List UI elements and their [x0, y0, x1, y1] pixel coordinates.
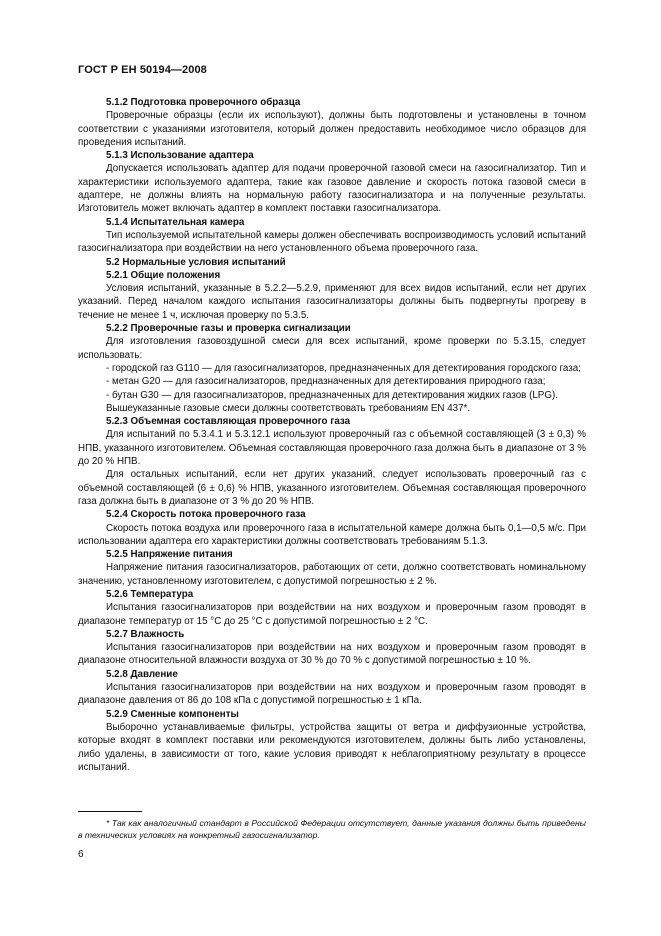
section-heading: 5.1.3 Использование адаптера: [106, 150, 254, 162]
body-paragraph: Условия испытаний, указанные в 5.2.2—5.2.9, применяют для всех видов испытаний, если нет других указаний. Перед началом каждого испытания газосигнализаторы должны быть подвергнуты прогреву в течение не менее 1 ч, исключая проверку по 5.3.5.: [78, 283, 586, 321]
body-paragraph: Вышеуказанные газовые смеси должны соответствовать требованиям EN 437*.: [106, 402, 471, 414]
body-paragraph: Напряжение питания газосигнализаторов, работающих от сети, должно соответствовать номинальному значению, установленному изготовителем, с допустимой погрешностью ± 2 %.: [78, 562, 586, 587]
section-heading: 5.1.2 Подготовка проверочного образца: [106, 97, 301, 108]
section-heading: 5.2.6 Температура: [106, 588, 194, 600]
footnote: * Так как аналогичный стандарт в Российской Федерации отсутствует, данные указания должны быть приведены в технических условиях на конкретный газосигнализатор.: [78, 818, 586, 841]
body-paragraph: Испытания газосигнализаторов при воздействии на них воздухом и проверочным газом проводят в диапазоне относительной влажности воздуха от 30 % до 70 % с допустимой погрешностью ± 10 %.: [78, 642, 586, 667]
section-heading: 5.2.2 Проверочные газы и проверка сигнализации: [106, 323, 351, 335]
section-heading: 5.2 Нормальные условия испытаний: [106, 256, 286, 268]
list-item: - метан G20 — для газосигнализаторов, предназначенных для детектирования природного газа;: [106, 376, 546, 388]
body-paragraph: Проверочные образцы (если их используют), должны быть подготовлены и установлены в точном соответствии с указаниями изготовителя, который должен предоставить необходимое число образцов для проведения испытаний.: [78, 110, 586, 148]
body-paragraph: Испытания газосигнализаторов при воздействии на них воздухом и проверочным газом проводят в диапазоне давления от 86 до 108 кПа с допустимой погрешностью ± 1 кПа.: [78, 682, 586, 707]
page-number: 6: [78, 849, 84, 860]
body-paragraph: Для изготовления газовоздушной смеси для всех испытаний, кроме проверки по 5.3.15, следует использовать:: [78, 336, 586, 361]
section-heading: 5.2.3 Объемная составляющая проверочного газа: [106, 416, 351, 428]
list-item: - бутан G30 — для газосигнализаторов, предназначенных для детектирования жидких газов (LPG).: [106, 389, 558, 401]
body-paragraph: Для остальных испытаний, если нет других указаний, следует использовать проверочный газ с объемной составляющей (6 ± 0,6) % НПВ, указанного изготовителем. Объемная составляющая проверочного газа должна быть в диапазоне от 3 % до 20 % НПВ.: [78, 469, 586, 507]
section-heading: 5.2.1 Общие положения: [106, 269, 221, 281]
section-heading: 5.2.7 Влажность: [106, 628, 185, 640]
body-paragraph: Тип используемой испытательной камеры должен обеспечивать воспроизводимость условий испытаний газосигнализатора при воздействии на него установленного объема проверочного газа.: [78, 229, 586, 255]
body-paragraph: Выборочно устанавливаемые фильтры, устройства защиты от ветра и диффузионные устройства, которые входят в комплект поставки или рекомендуются изготовителем, должны быть либо установлены, либо удалены, в зависимости от того, какие условия приводят к неблагоприятному результату в процессе испытаний.: [78, 721, 586, 773]
document-body: [78, 96, 586, 774]
body-paragraph: Допускается использовать адаптер для подачи проверочной газовой смеси на газосигнализатор. Тип и характеристики используемого адаптера, такие как газовое давление и скорость потока газовой смеси в адаптере, не должны влиять на нормальную работу газосигнализатора и на полученные результаты. Изготовитель может включать адаптер в комплект поставки газосигнализатора.: [78, 163, 586, 215]
document-header: ГОСТ Р ЕН 50194—2008: [78, 64, 207, 76]
body-paragraph: Испытания газосигнализаторов при воздействии на них воздухом и проверочным газом проводят в диапазоне температур от 15 °С до 25 °С с допустимой погрешностью ± 2 °С.: [78, 602, 586, 627]
list-item: - городской газ G110 — для газосигнализаторов, предназначенных для детектирования городского газа;: [106, 362, 581, 374]
footnote-separator: [78, 811, 142, 812]
section-heading: 5.1.4 Испытательная камера: [106, 216, 245, 228]
section-heading: 5.2.4 Скорость потока проверочного газа: [106, 509, 306, 521]
body-paragraph: Для испытаний по 5.3.4.1 и 5.3.12.1 используют проверочный газ с объемной составляющей (3 ± 0,3) % НПВ, указанного изготовителем. Объемная составляющая проверочного газа должна быть в диапазоне от 3 % до 20 % НПВ.: [78, 429, 586, 468]
section-heading: 5.2.8 Давление: [106, 668, 178, 680]
section-heading: 5.2.9 Сменные компоненты: [106, 708, 239, 720]
section-heading: 5.2.5 Напряжение питания: [106, 549, 233, 561]
body-paragraph: Скорость потока воздуха или проверочного газа в испытательной камере должна быть 0,1—0,5 м/с. При использовании адаптера его характеристики должны соответствовать требованиям 5.1.3.: [78, 522, 586, 547]
